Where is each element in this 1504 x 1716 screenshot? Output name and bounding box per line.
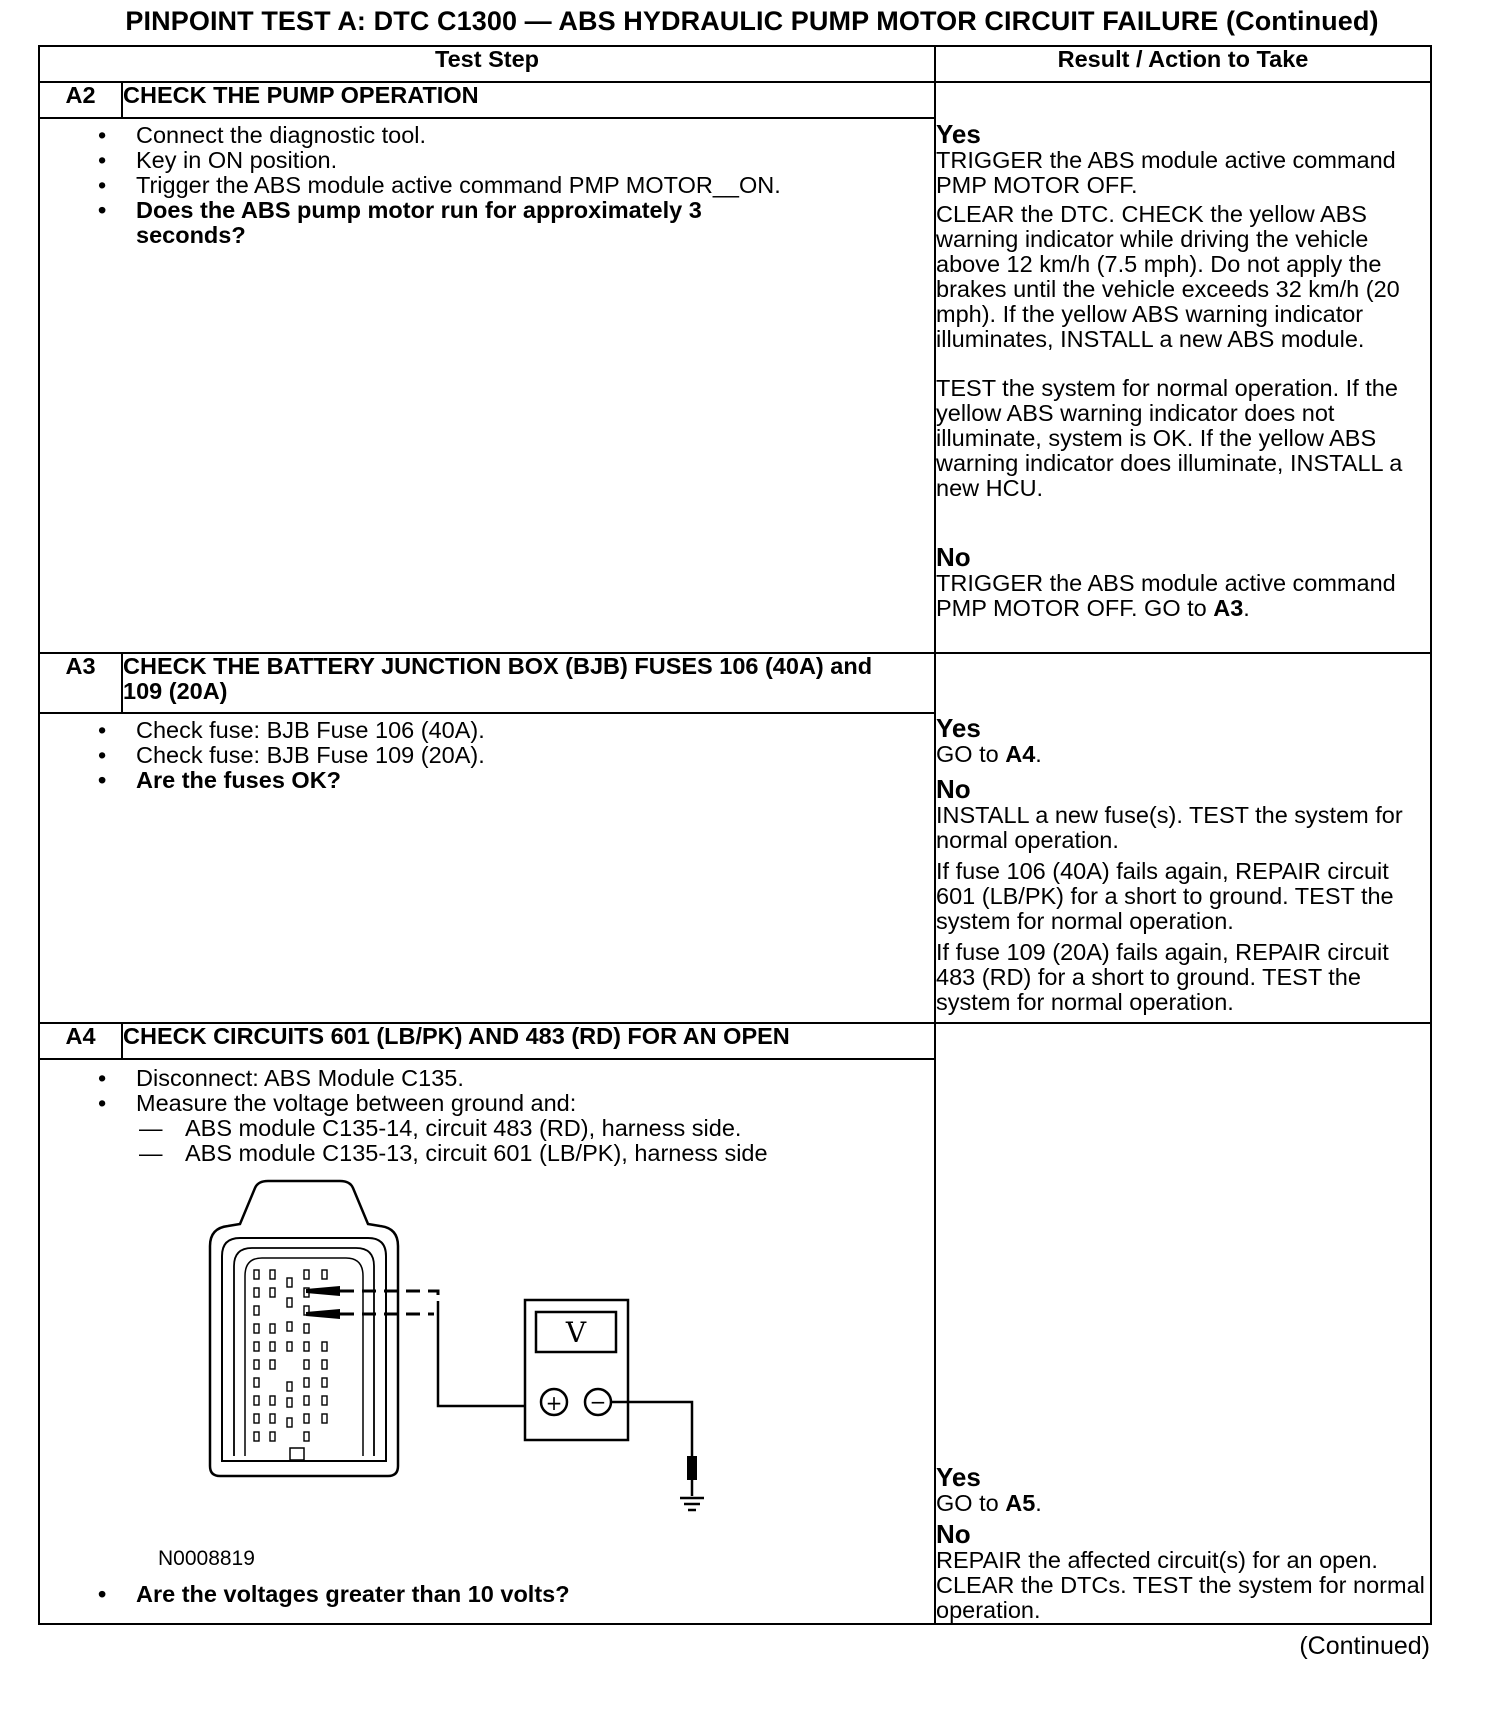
goto-step-link: A4: [1005, 741, 1036, 767]
step-bullets: [40, 1582, 934, 1607]
result-text: TRIGGER the ABS module active command PMP MOTOR OFF.: [936, 147, 1396, 198]
voltmeter: [525, 1300, 692, 1456]
step-title: CHECK THE BATTERY JUNCTION BOX (BJB) FUSES 106 (40A) and 109 (20A): [122, 653, 935, 713]
step-question: • Does the ABS pump motor run for approximately 3 seconds?: [98, 197, 702, 248]
yes-label: Yes: [936, 1462, 981, 1492]
header-result: Result / Action to Take: [935, 46, 1431, 82]
no-label: No: [936, 1519, 971, 1549]
step-a4-title-row: [39, 1023, 1431, 1059]
result-text: GO to A4.: [936, 741, 1042, 767]
yes-label: Yes: [936, 713, 981, 743]
step-title: CHECK CIRCUITS 601 (LB/PK) AND 483 (RD) FOR AN OPEN: [122, 1023, 935, 1059]
step-a4-body: [39, 1059, 935, 1624]
measurement-points: [40, 1116, 934, 1166]
no-label: No: [936, 542, 971, 572]
step-a2-result: [935, 82, 1431, 653]
step-title: CHECK THE PUMP OPERATION: [122, 82, 935, 118]
result-text: If fuse 109 (20A) fails again, REPAIR circuit 483 (RD) for a short to ground. TEST the system for normal operation.: [936, 939, 1389, 1015]
list-item: • Trigger the ABS module active command PMP MOTOR__ON.: [98, 172, 781, 198]
page-title: PINPOINT TEST A: DTC C1300 — ABS HYDRAULIC PUMP MOTOR CIRCUIT FAILURE (Continued): [125, 6, 1379, 36]
result-text: If fuse 106 (40A) fails again, REPAIR circuit 601 (LB/PK) for a short to ground. TEST the system for normal operation.: [936, 858, 1394, 934]
goto-step-link: A3: [1213, 595, 1244, 621]
continued-footer: (Continued): [1299, 1632, 1430, 1660]
step-id: A2: [39, 82, 122, 118]
result-text: TRIGGER the ABS module active command PMP MOTOR OFF. GO to A3.: [936, 570, 1396, 621]
result-text: REPAIR the affected circuit(s) for an open. CLEAR the DTCs. TEST the system for normal operation.: [936, 1547, 1425, 1623]
plus-terminal-icon: +: [545, 1391, 563, 1415]
step-a3-body: [39, 713, 935, 1023]
step-a2-title-row: [39, 82, 1431, 118]
step-question: • Are the voltages greater than 10 volts?: [98, 1581, 570, 1607]
list-item: — ABS module C135-13, circuit 601 (LB/PK), harness side: [139, 1140, 768, 1166]
minus-terminal-icon: −: [589, 1390, 607, 1414]
step-bullets: [40, 1066, 934, 1116]
step-id: A3: [39, 653, 122, 713]
table-header-row: [39, 46, 1431, 82]
step-a3-title-row: [39, 653, 1431, 713]
connector-voltmeter-diagram: [40, 1166, 853, 1541]
yes-label: Yes: [936, 119, 981, 149]
step-bullets: [40, 718, 934, 793]
list-item: • Check fuse: BJB Fuse 109 (20A).: [98, 742, 485, 768]
figure-id: N0008819: [158, 1547, 255, 1570]
result-text: INSTALL a new fuse(s). TEST the system for normal operation.: [936, 802, 1403, 853]
header-test-step: Test Step: [39, 46, 935, 82]
voltmeter-label: V: [565, 1316, 587, 1349]
no-label: No: [936, 774, 971, 804]
step-a3-result: [935, 653, 1431, 1023]
list-item: • Disconnect: ABS Module C135.: [98, 1065, 464, 1091]
result-text: GO to A5.: [936, 1490, 1042, 1516]
result-text: CLEAR the DTC. CHECK the yellow ABS warning indicator while driving the vehicle above 12 km/h (7.5 mph). Do not apply the brakes until the vehicle exceeds 32 km/h (20 mph). If the yellow ABS warning indicator illuminates, INSTALL a new ABS module.: [936, 201, 1400, 352]
step-bullets: [40, 123, 934, 248]
connector-voltage-figure: [40, 1166, 934, 1586]
list-item: • Check fuse: BJB Fuse 106 (40A).: [98, 717, 485, 743]
list-item: — ABS module C135-14, circuit 483 (RD), harness side.: [139, 1115, 742, 1141]
list-item: • Connect the diagnostic tool.: [98, 122, 427, 148]
list-item: • Measure the voltage between ground and:: [98, 1090, 577, 1116]
goto-step-link: A5: [1005, 1490, 1036, 1516]
list-item: • Key in ON position.: [98, 147, 338, 173]
step-id: A4: [39, 1023, 122, 1059]
result-text: TEST the system for normal operation. If the yellow ABS warning indicator does not illuminate, system is OK. If the yellow ABS warning indicator does illuminate, INSTALL a new HCU.: [936, 375, 1403, 501]
step-a4-result: [935, 1023, 1431, 1624]
ground-icon: [680, 1498, 704, 1510]
step-question: • Are the fuses OK?: [98, 767, 342, 793]
step-a2-body: [39, 118, 935, 653]
pinpoint-test-table: [38, 45, 1432, 1625]
